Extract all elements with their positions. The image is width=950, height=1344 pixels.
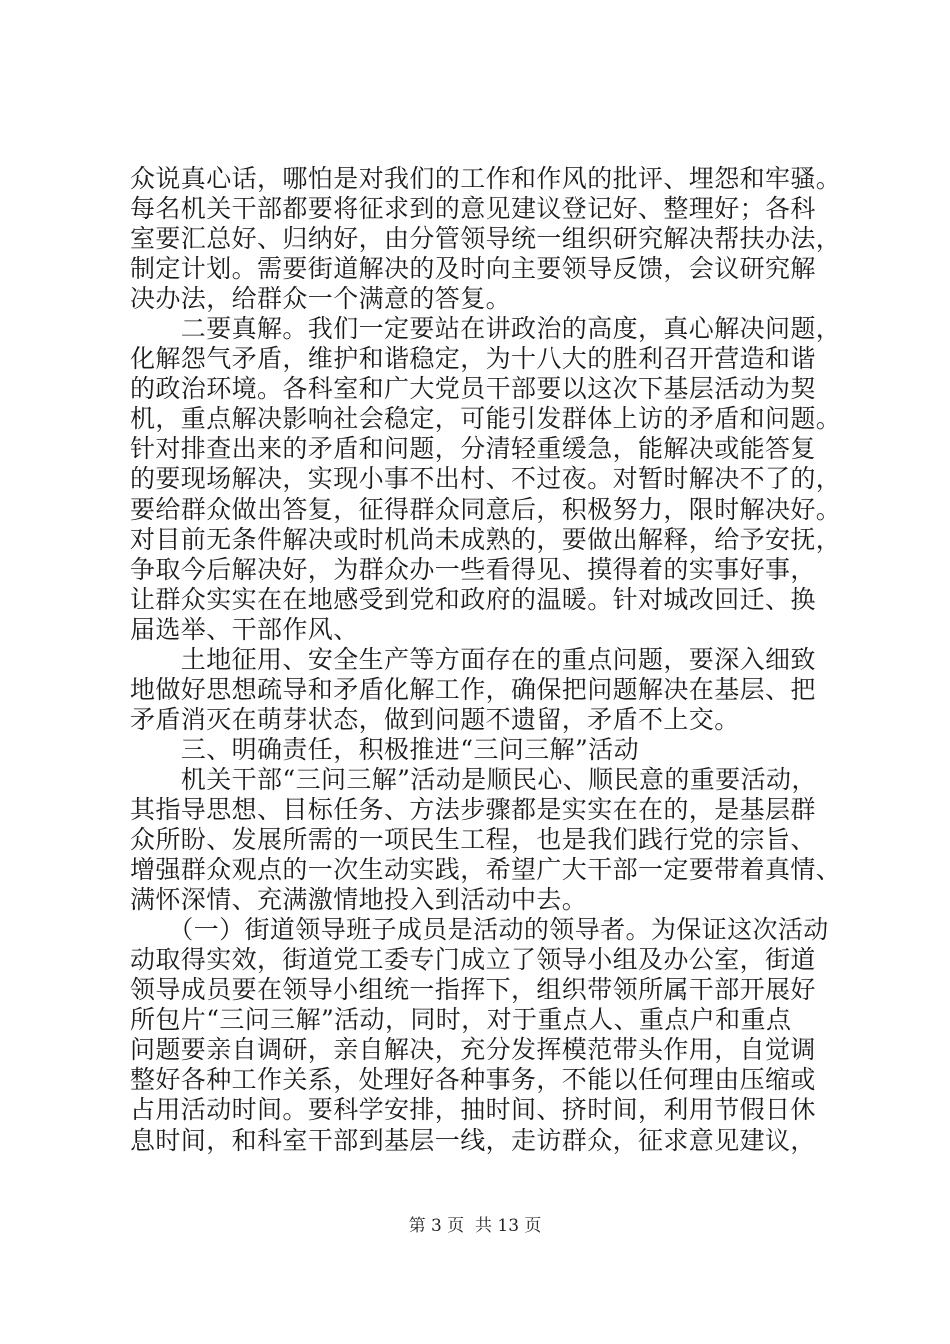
text-line: 众所盼、发展所需的一项民生工程，也是我们践行党的宗旨、 xyxy=(130,825,816,855)
text-line: 要给群众做出答复，征得群众同意后，积极努力，限时解决好。 xyxy=(130,494,842,524)
text-line: 化解怨气矛盾，维护和谐稳定，为十八大的胜利召开营造和谐 xyxy=(130,344,816,374)
text-line: 息时间，和科室干部到基层一线，走访群众，征求意见建议， xyxy=(130,1125,816,1155)
text-line: 众说真心话，哪怕是对我们的工作和作风的批评、埋怨和牢骚。 xyxy=(130,164,842,193)
text-line: 届选举、干部作风、 xyxy=(130,614,359,644)
text-line: 机，重点解决影响社会稳定，可能引发群体上访的矛盾和问题。 xyxy=(130,404,842,434)
text-line: 二要真解。我们一定要站在讲政治的高度，真心解决问题， xyxy=(130,314,842,344)
text-line: 增强群众观点的一次生动实践，希望广大干部一定要带着真情、 xyxy=(130,855,842,885)
text-line: 制定计划。需要街道解决的及时向主要领导反馈，会议研究解 xyxy=(130,254,816,284)
text-line: 领导成员要在领导小组统一指挥下，组织带领所属干部开展好 xyxy=(130,975,816,1005)
text-line: 室要汇总好、归纳好，由分管领导统一组织研究解决帮扶办法， xyxy=(130,224,842,254)
text-line: 机关干部“三问三解”活动是顺民心、顺民意的重要活动， xyxy=(130,764,817,794)
text-line: 针对排查出来的矛盾和问题，分清轻重缓急，能解决或能答复 xyxy=(130,434,816,464)
text-line: 矛盾消灭在萌芽状态，做到问题不遗留，矛盾不上交。 xyxy=(130,704,740,734)
text-line: （一）街道领导班子成员是活动的领导者。为保证这次活动 xyxy=(130,915,829,945)
text-line: 土地征用、安全生产等方面存在的重点问题，要深入细致 xyxy=(130,644,816,674)
text-line: 让群众实实在在地感受到党和政府的温暖。针对城改回迁、换 xyxy=(130,584,816,614)
text-line: 争取今后解决好，为群众办一些看得见、摸得着的实事好事， xyxy=(130,554,816,584)
text-line: 地做好思想疏导和矛盾化解工作，确保把问题解决在基层、把 xyxy=(130,674,816,704)
text-line: 的要现场解决，实现小事不出村、不过夜。对暂时解决不了的， xyxy=(130,464,842,494)
text-line: 问题要亲自调研，亲自解决，充分发挥模范带头作用，自觉调 xyxy=(130,1035,816,1065)
text-line: 其指导思想、目标任务、方法步骤都是实实在在的，是基层群 xyxy=(130,794,816,824)
page-number-label: 第 3 页 共 13 页 xyxy=(408,1216,542,1236)
text-line: 的政治环境。各科室和广大党员干部要以这次下基层活动为契 xyxy=(130,374,816,404)
section-heading: 三、明确责任，积极推进“三问三解”活动 xyxy=(130,734,639,764)
page-footer xyxy=(0,1216,950,1236)
text-line: 动取得实效，街道党工委专门成立了领导小组及办公室，街道 xyxy=(130,945,816,975)
document-body xyxy=(130,164,842,1156)
text-line: 每名机关干部都要将征求到的意见建议登记好、整理好；各科 xyxy=(130,194,816,224)
text-line: 占用活动时间。要科学安排，抽时间、挤时间，利用节假日休 xyxy=(130,1095,816,1125)
text-line: 整好各种工作关系，处理好各种事务，不能以任何理由压缩或 xyxy=(130,1065,816,1095)
text-line: 决办法，给群众一个满意的答复。 xyxy=(130,284,512,314)
text-line: 所包片“三问三解”活动，同时，对于重点人、重点户和重点 xyxy=(130,1005,792,1035)
text-line: 对目前无条件解决或时机尚未成熟的，要做出解释，给予安抚， xyxy=(130,524,842,554)
text-line: 满怀深情、充满激情地投入到活动中去。 xyxy=(130,885,588,915)
